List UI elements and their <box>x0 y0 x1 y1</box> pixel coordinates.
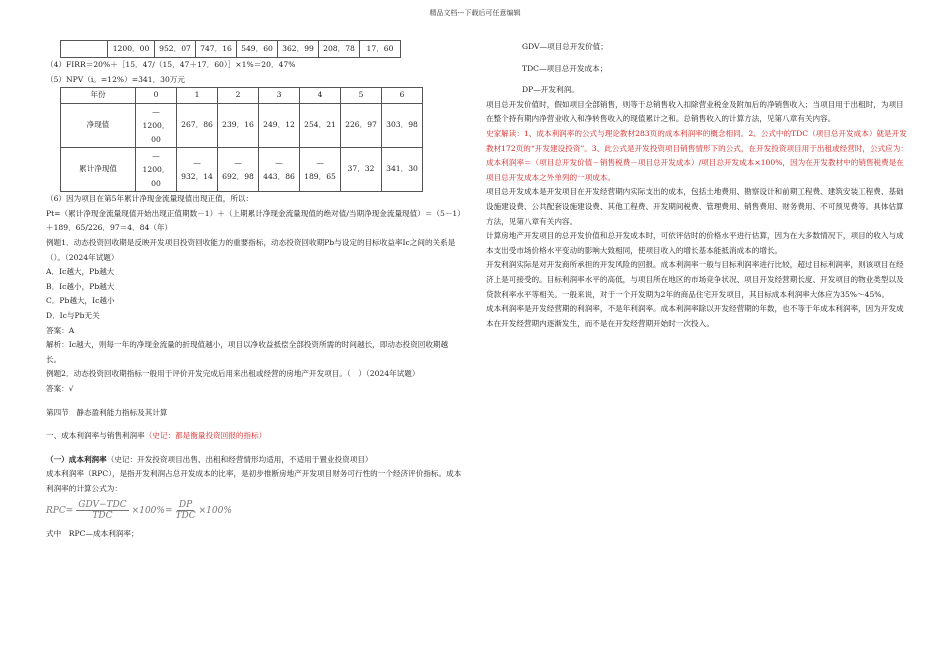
answer-1: 答案：A <box>46 325 75 335</box>
table-cell: — 692．98 <box>218 148 259 192</box>
page-header: 精品文档---下载后可任意编辑 <box>429 9 521 17</box>
top-table <box>60 40 401 58</box>
paragraph: （6）因为项目在第5年累计净现金流量现值出现正值，所以： <box>46 194 254 204</box>
table-cell: 341．30 <box>382 148 423 192</box>
paragraph: 计算房地产开发项目的总开发价值和总开发成本时，可依评估时的价格水平进行估算，因为在大多数情况下，项目的收入与成本支出受市场价格水平变动的影响大致相同，使项目收入的增长基本能抵消成本的增长。 <box>486 231 904 255</box>
tdc-def: TDC—项目总开发成本； <box>522 63 608 73</box>
table-cell: — 189．65 <box>300 148 341 192</box>
explanation: 解析：Ic越大，则每一年的净现金流量的折现值越小，项目以净收益抵偿全部投资所需的时间越长，即动态投资回收期越长。 <box>46 340 449 364</box>
table-cell: 226．97 <box>341 104 382 148</box>
table-header-cell: 6 <box>382 88 423 104</box>
table-cell: 17．60 <box>360 41 401 58</box>
option-c: C．Pb越大，Ic越小 <box>46 296 115 306</box>
formula-lhs: RPC= <box>46 505 74 516</box>
table-cell: 549．60 <box>237 41 278 58</box>
subsection-note: （史记：都是衡量投资回报的指标） <box>144 431 267 441</box>
subsection-heading <box>46 429 462 444</box>
fraction <box>175 500 195 521</box>
subsection-title: 一、成本利润率与销售利润率 <box>46 431 145 441</box>
table-cell: 747．16 <box>196 41 237 58</box>
table-header-cell: 0 <box>136 88 177 104</box>
table-cell: 239．16 <box>218 104 259 148</box>
option-a: A．Ic越大，Pb越大 <box>46 267 115 277</box>
rpc-formula <box>46 500 462 521</box>
table-header-cell: 3 <box>259 88 300 104</box>
table-cell: — 443．86 <box>259 148 300 192</box>
npv-table <box>60 87 423 192</box>
where-line: 式中 RPC—成本利润率； <box>46 529 139 539</box>
section-heading: 第四节 静态盈利能力指标及其计算 <box>46 407 168 417</box>
table-row <box>61 41 401 58</box>
denominator: TDC <box>92 511 113 522</box>
table-header-cell: 2 <box>218 88 259 104</box>
sub-heading-note: （史记：开发投资项目出售、出租和经营情形均适用，不适用于置业投资项目） <box>106 454 373 464</box>
example-2: 例题2．动态投资回收期指标一般用于评价开发完成后用来出租或经营的房地产开发项目。（ ）（2024年试题） <box>46 369 420 379</box>
table-header-cell: 年份 <box>61 88 136 104</box>
paragraph: 成本利润率是开发经营期的利润率，不是年利润率。成本利润率除以开发经营期的年数，也不等于年成本利润率，因为开发成本在开发经营期内逐渐发生，而不是在开发经营期开始时一次投入。 <box>486 304 904 328</box>
table-row <box>61 104 423 148</box>
table-cell: 303．98 <box>382 104 423 148</box>
paragraph: 开发利润实际是对开发商所承担的开发风险的回报。成本利润率一般与目标利润率进行比较，超过目标利润率，则该项目在经济上是可接受的。目标利润率水平的高低，与项目所在地区的市场竞争状况、项目开发经营期长度、开发项目的物业类型以及贷款利率水平等相关。一般来说，对于一个开发期为2年的商品住宅开发项目，其目标成本利润率大体应为35%～45%。 <box>486 260 904 299</box>
table-cell: 208．78 <box>319 41 360 58</box>
table-cell: 1200．00 <box>108 41 155 58</box>
paragraph: 项目总开发价值时，假如项目全部销售，则等于总销售收入扣除营业税金及附加后的净销售收入；当项目用于出租时，为项目在整个持有期内净营业收入和净转售收入的现值累计之和。总销售收入的计算方法，见第八章有关内容。 <box>486 99 904 124</box>
table-cell: 254．21 <box>300 104 341 148</box>
sub-heading-title: （一）成本利润率 <box>46 454 107 464</box>
answer-2: 答案：√ <box>46 383 74 393</box>
table-cell: 952．07 <box>155 41 196 58</box>
numerator: GDV−TDC <box>78 500 127 511</box>
fraction <box>76 500 128 521</box>
npv-line: （5）NPV（i。=12%）=341．30万元 <box>46 74 186 84</box>
rpc-definition: 成本利润率（RPC），是指开发利润占总开发成本的比率，是初步推断房地产开发项目财务可行性的一个经济评价指标。成本利润率的计算公式为： <box>46 469 462 493</box>
table-header-cell: 1 <box>177 88 218 104</box>
red-commentary: 史家解读：1、成本利润率的公式与理论教材283页的成本利润率的概念相同。2、公式中的TDC（项目总开发成本）就是开发教材172页的“开发建设投资”。3、此公式是开发投资项目销售情形下的公式，在开发投资项目用于出租或经营时，公式应为：成本利润率＝（项目总开发价值－销售税费－项目总开发成本）/项目总开发成本×100%，因为在开发教材中的销售税费是在项目总开发成本之外单列的一项成本。 <box>486 128 908 182</box>
firr-line: （4）FIRR＝20%＋［15．47/（15．47＋17．60）］×1%＝20．47% <box>46 60 296 69</box>
left-column <box>46 40 462 542</box>
row-label: 净现值 <box>61 104 136 148</box>
table-header-cell: 4 <box>300 88 341 104</box>
table-cell: 249．12 <box>259 104 300 148</box>
table-cell: 362．99 <box>278 41 319 58</box>
table-cell: 267．86 <box>177 104 218 148</box>
paragraph: 项目总开发成本是开发项目在开发经营期内实际支出的成本，包括土地费用、勘察设计和前期工程费、建筑安装工程费、基础设施建设费、公共配套设施建设费、其他工程费、开发期间税费、管理费用、销售费用、财务费用、不可预见费等。具体估算方法，见第八章有关内容。 <box>486 187 904 226</box>
table-cell: — 932．14 <box>177 148 218 192</box>
right-column <box>486 40 910 331</box>
formula-end: ×100% <box>198 505 232 516</box>
table-row <box>61 148 423 192</box>
formula-mid: ×100%= <box>131 505 173 516</box>
option-d: D．Ic与Pb无关 <box>46 310 100 320</box>
example-1: 例题1．动态投资回收期是反映开发项目投资回收能力的重要指标，动态投资回收期Pb与设定的目标收益率Ic之间的关系是（）。（2024年试题） <box>46 237 456 262</box>
pt-formula: Pt=（累计净现金流量现值开始出现正值期数－1）＋（上期累计净现金流量现值的绝对值/当期净现金流量现值）＝（5－1）＋189．65/226．97＝4．84（年） <box>46 208 462 233</box>
option-b: B．Ic越小，Pb越大 <box>46 281 115 291</box>
dp-def: DP—开发利润。 <box>522 85 579 95</box>
table-cell: — 1200．00 <box>136 104 177 148</box>
denominator: TDC <box>175 511 196 522</box>
gdv-def: GDV—项目总开发价值； <box>522 42 608 51</box>
table-header-row <box>61 88 423 104</box>
sub-heading <box>46 453 462 468</box>
numerator: DP <box>178 500 193 511</box>
table-cell: — 1200．00 <box>136 148 177 192</box>
table-cell: 37．32 <box>341 148 382 192</box>
row-label: 累计净现值 <box>61 148 136 192</box>
table-header-cell: 5 <box>341 88 382 104</box>
